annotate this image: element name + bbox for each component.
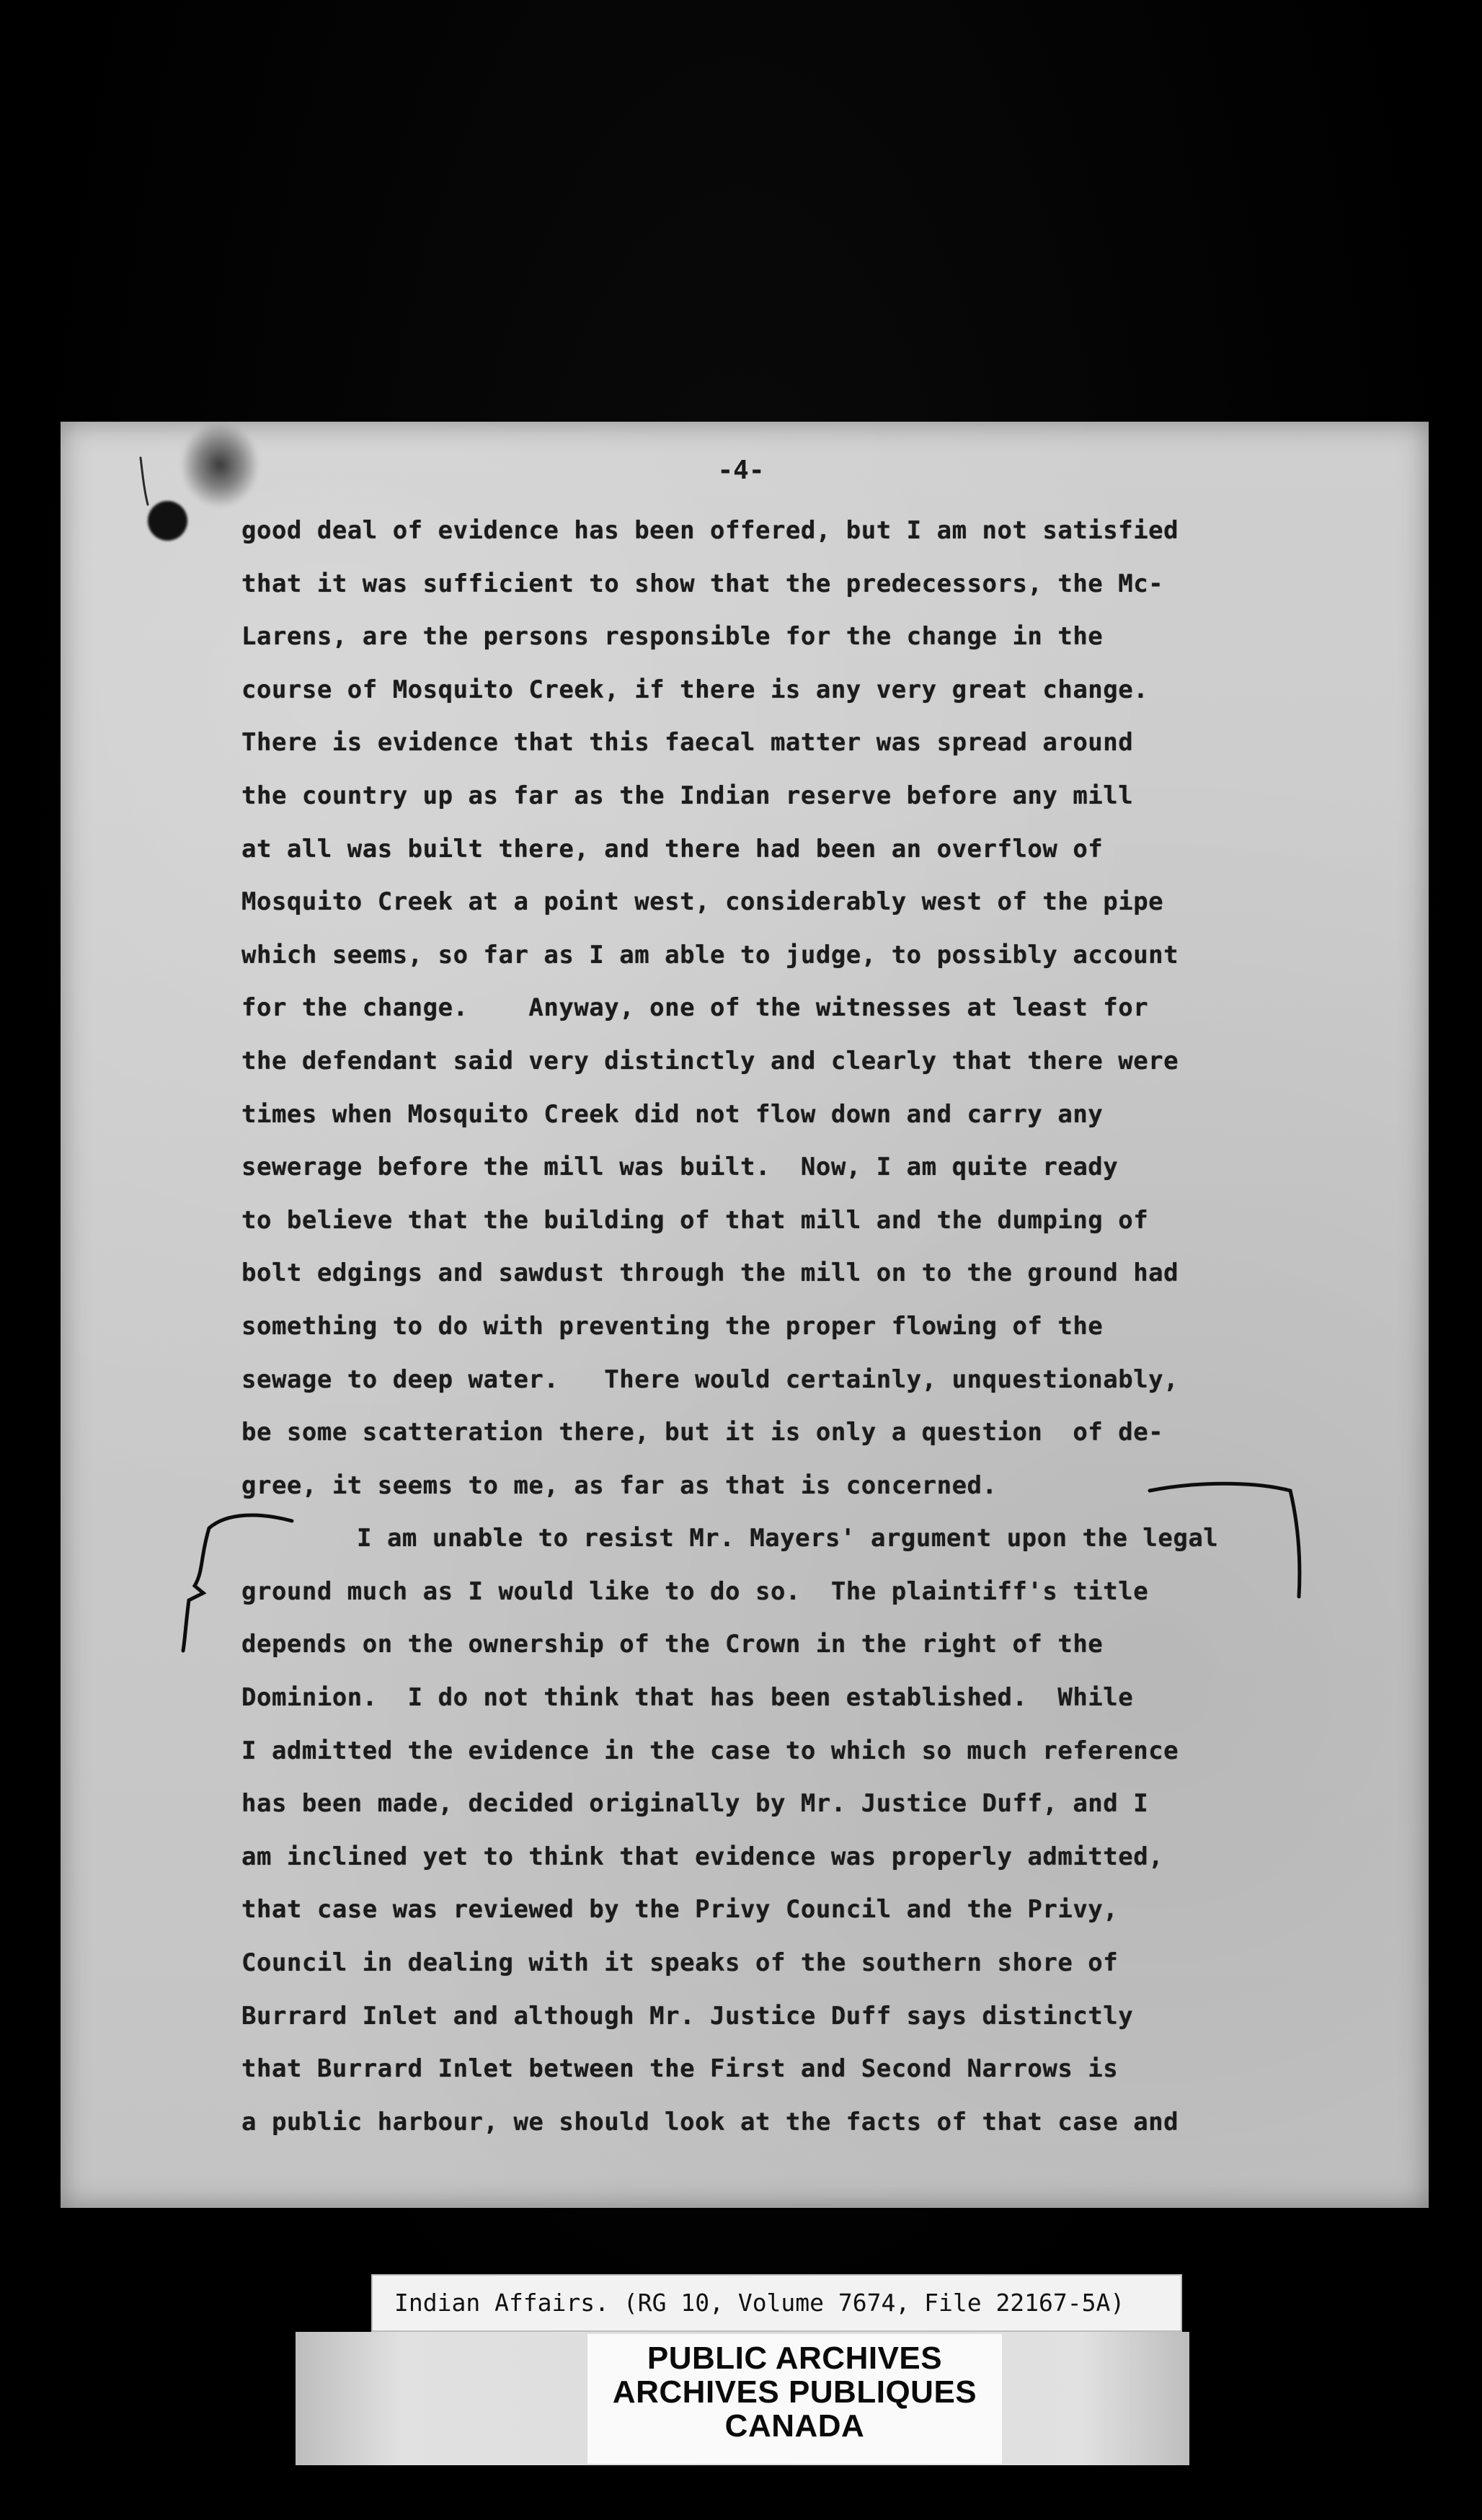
text-line: at all was built there, and there had been an overflow of: [241, 834, 1104, 864]
text-line: Burrard Inlet and although Mr. Justice Duff says distinctly: [241, 2001, 1134, 2031]
text-line: Dominion. I do not think that has been established. While: [241, 1683, 1134, 1713]
stamp-line-canada: CANADA: [724, 2408, 865, 2444]
text-line: good deal of evidence has been offered, but I am not satisfied: [241, 516, 1179, 545]
text-line: gree, it seems to me, as far as that is concerned.: [241, 1470, 998, 1500]
text-line: bolt edgings and sawdust through the mill on to the ground had: [241, 1259, 1179, 1288]
text-line: sewerage before the mill was built. Now, I am quite ready: [241, 1153, 1119, 1182]
text-line: Council in dealing with it speaks of the southern shore of: [241, 1948, 1119, 1978]
text-line: I admitted the evidence in the case to which so much reference: [241, 1736, 1179, 1765]
text-line: that Burrard Inlet between the First and Second Narrows is: [241, 2054, 1119, 2084]
stamp-line-archives-publiques: ARCHIVES PUBLIQUES: [612, 2374, 977, 2410]
text-line: am inclined yet to think that evidence was properly admitted,: [241, 1842, 1164, 1871]
text-line: Larens, are the persons responsible for the change in the: [241, 622, 1104, 652]
text-line: the country up as far as the Indian reserve before any mill: [241, 781, 1134, 810]
text-line: There is evidence that this faecal matter was spread around: [241, 728, 1134, 758]
text-line: for the change. Anyway, one of the witnesses at least for: [241, 993, 1149, 1023]
text-line: the defendant said very distinctly and clearly that there were: [241, 1046, 1179, 1075]
text-line: has been made, decided originally by Mr. Justice Duff, and I: [241, 1789, 1149, 1819]
text-line: that it was sufficient to show that the predecessors, the Mc-: [241, 569, 1164, 598]
archive-reference-label: [371, 2274, 1182, 2332]
text-line: times when Mosquito Creek did not flow down and carry any: [241, 1099, 1104, 1129]
text-line: Mosquito Creek at a point west, considerably west of the pipe: [241, 887, 1164, 917]
paragraph-start-line: I am unable to resist Mr. Mayers' argument upon the legal: [357, 1524, 1219, 1553]
typed-text-body: [241, 505, 1337, 2149]
text-line: that case was reviewed by the Privy Council and the Privy,: [241, 1895, 1119, 1925]
text-line: be some scatteration there, but it is only a question of de-: [241, 1418, 1164, 1447]
stamp-line-public-archives: PUBLIC ARCHIVES: [647, 2341, 943, 2376]
text-line: course of Mosquito Creek, if there is any very great change.: [241, 675, 1149, 704]
text-line: depends on the ownership of the Crown in the right of the: [241, 1630, 1104, 1659]
text-line: ground much as I would like to do so. The plaintiff's title: [241, 1576, 1149, 1606]
page-number: -4-: [717, 456, 765, 485]
text-line: which seems, so far as I am able to judge, to possibly account: [241, 940, 1179, 970]
ink-blot: [148, 501, 187, 541]
text-line: a public harbour, we should look at the facts of that case and: [241, 2107, 1179, 2137]
text-line: to believe that the building of that mill and the dumping of: [241, 1205, 1149, 1235]
archive-reference-text: Indian Affairs. (RG 10, Volume 7674, File 22167-5A): [394, 2289, 1125, 2317]
text-line: something to do with preventing the proper flowing of the: [241, 1311, 1104, 1341]
text-line: sewage to deep water. There would certainly, unquestionably,: [241, 1365, 1179, 1394]
